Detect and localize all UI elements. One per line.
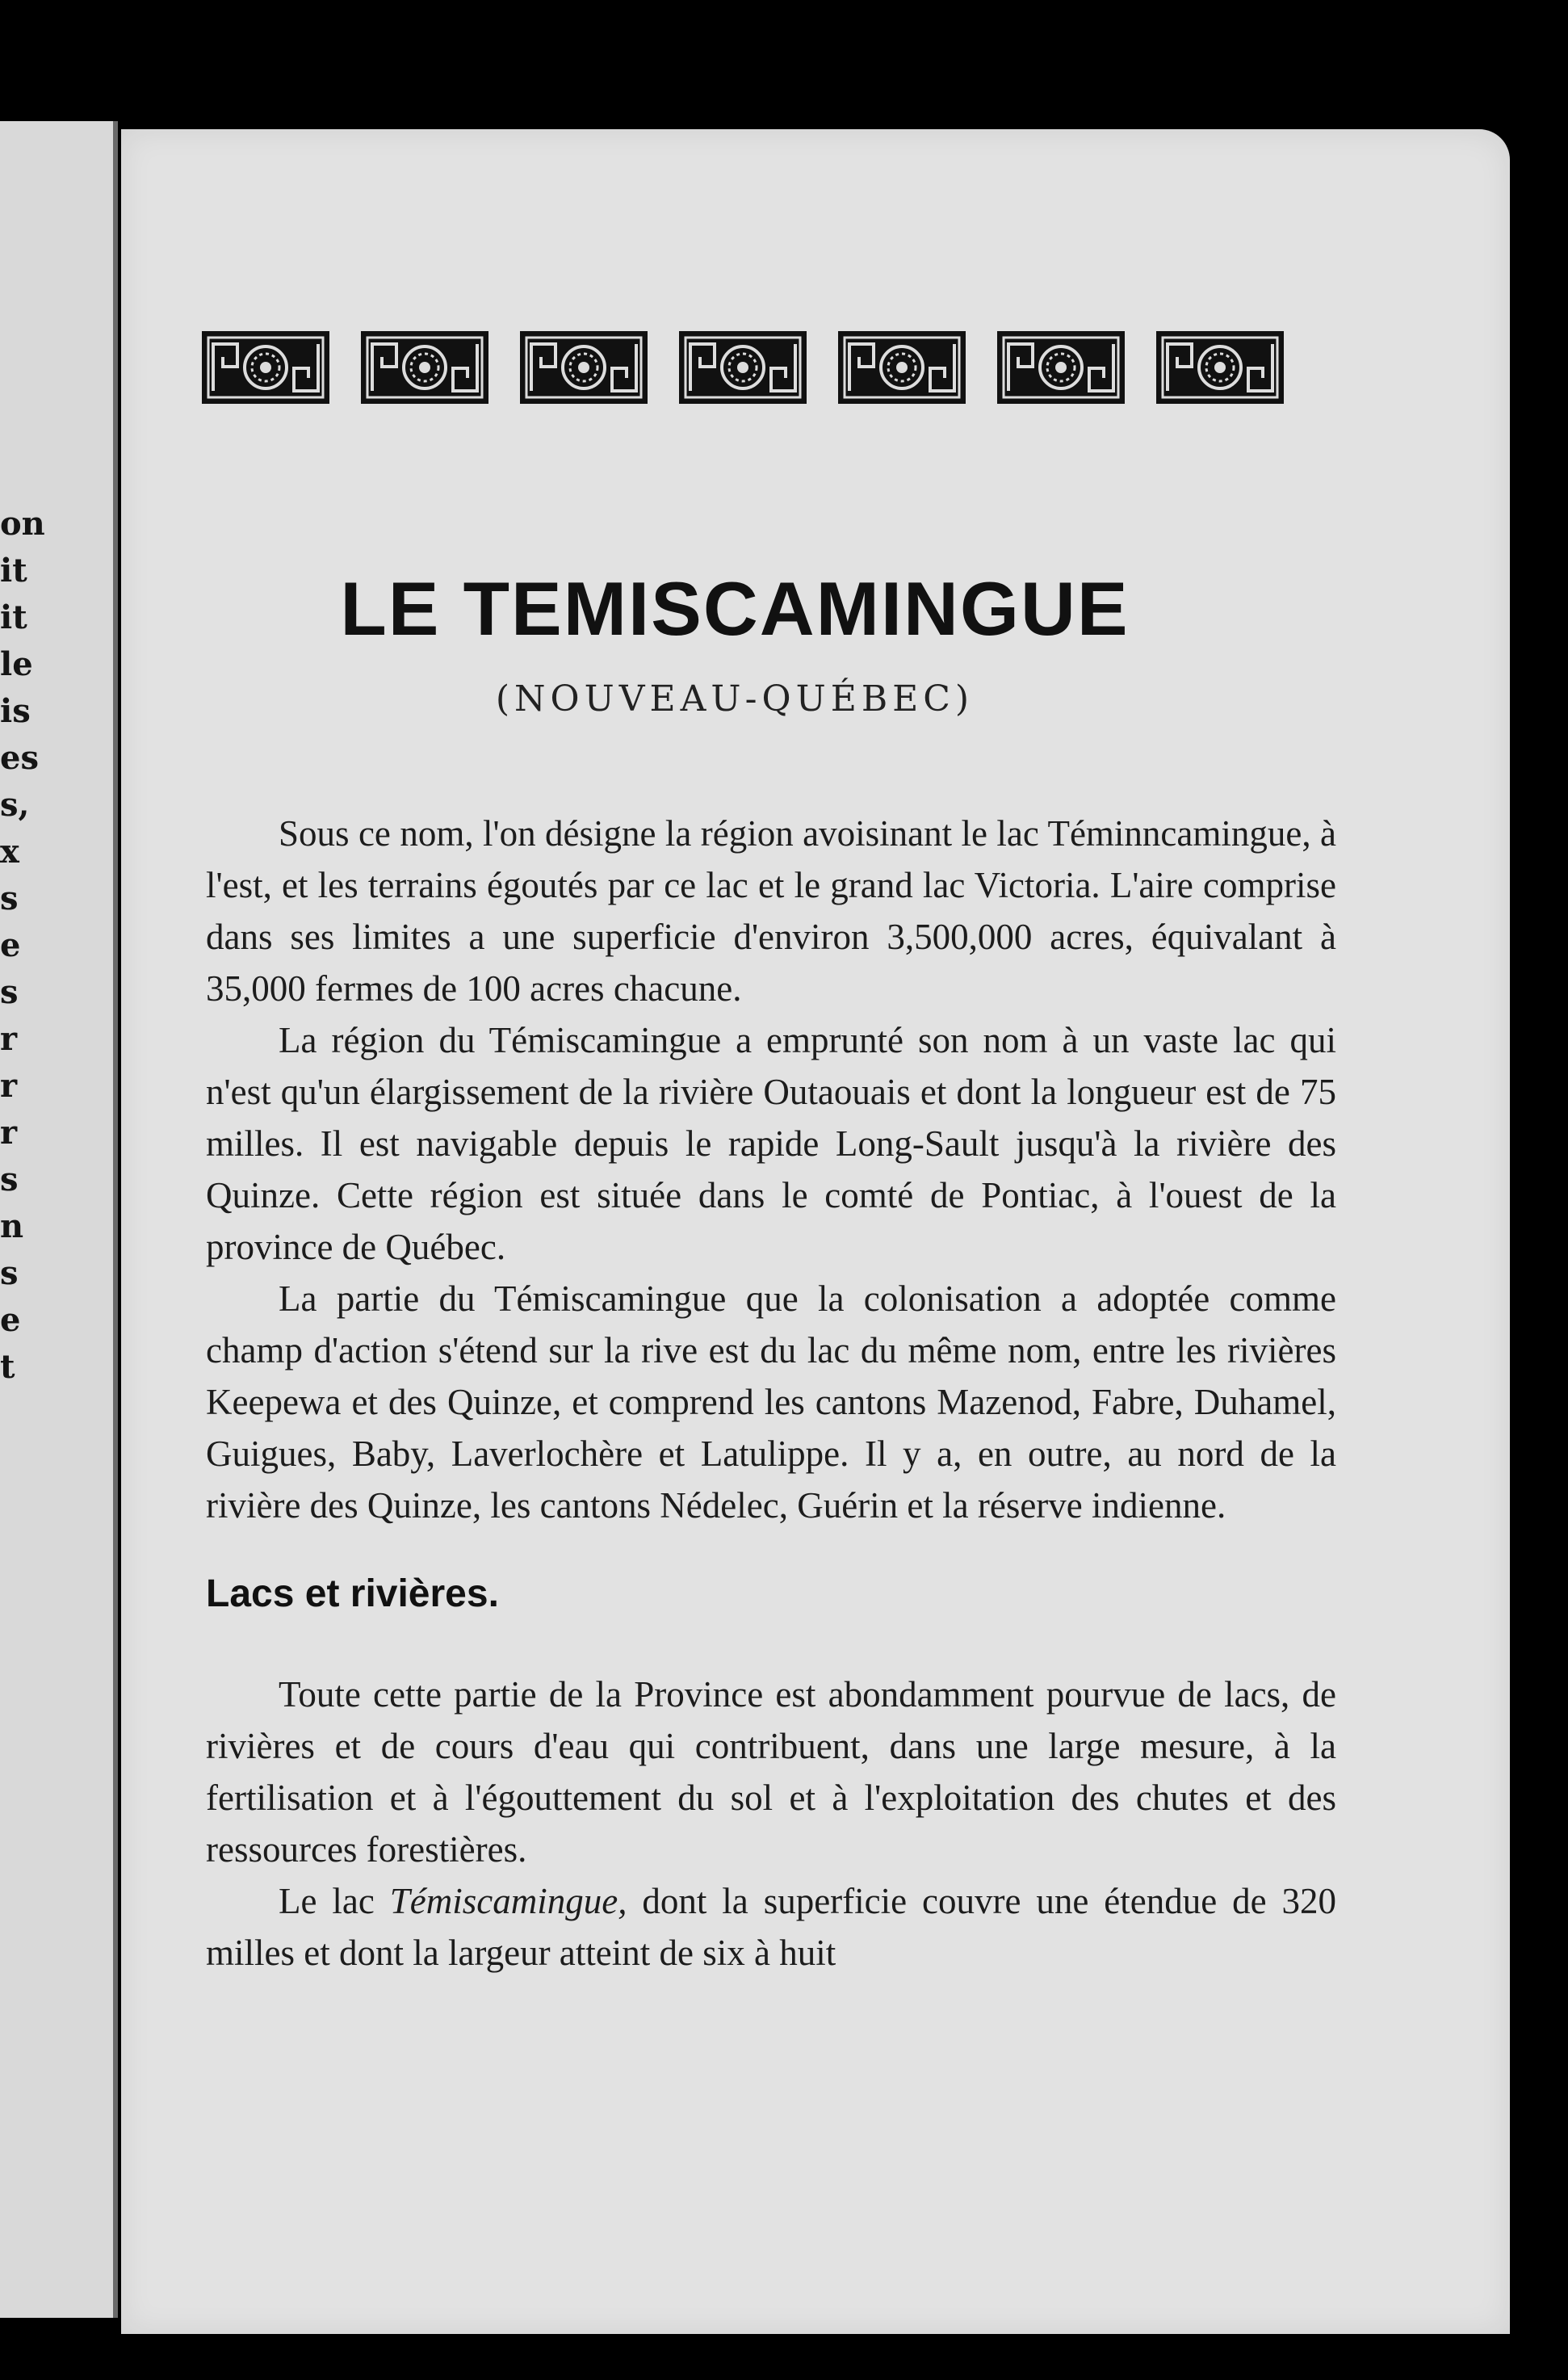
ornament-border xyxy=(202,331,1284,404)
previous-page-fragment: r xyxy=(0,1067,18,1105)
lake-name-italic: Témiscamingue, xyxy=(389,1881,627,1921)
page-subtitle: (NOUVEAU-QUÉBEC) xyxy=(495,678,975,720)
previous-page-fragment: es xyxy=(0,739,39,777)
previous-page-fragment: x xyxy=(0,833,19,871)
ornament-tile xyxy=(520,331,648,404)
ornament-tile xyxy=(361,331,488,404)
previous-page-fragment: r xyxy=(0,1114,18,1152)
previous-page-fragment: e xyxy=(0,1301,21,1339)
section-heading: Lacs et rivières. xyxy=(206,1572,499,1615)
greek-key-medallion-icon xyxy=(364,334,485,401)
previous-page-fragment: it xyxy=(0,598,27,636)
paragraph-lakes-2-prefix: Le lac xyxy=(279,1881,390,1921)
previous-page-fragment: it xyxy=(0,552,27,590)
greek-key-medallion-icon xyxy=(841,334,962,401)
previous-page-fragment: on xyxy=(0,505,45,543)
book-page xyxy=(121,129,1510,2334)
previous-page-fragment: s, xyxy=(0,786,30,824)
previous-page-edge xyxy=(0,121,118,2318)
greek-key-medallion-icon xyxy=(1159,334,1281,401)
previous-page-fragment: s xyxy=(0,973,19,1011)
previous-page-fragment: s xyxy=(0,879,19,917)
ornament-tile xyxy=(1156,331,1284,404)
previous-page-fragment: le xyxy=(0,645,33,683)
greek-key-medallion-icon xyxy=(1000,334,1121,401)
previous-page-fragment: s xyxy=(0,1161,19,1198)
ornament-tile xyxy=(202,331,329,404)
ornament-tile xyxy=(838,331,966,404)
previous-page-text-fragments xyxy=(0,501,48,1391)
previous-page-fragment: n xyxy=(0,1207,24,1245)
paragraph-intro-2: La région du Témiscamingue a emprunté son nom à un vaste lac qui n'est qu'un élargissement de la rivière Outaouais et dont la longueur est de 75 milles. Il est navigable depuis le rapide Long-Sault jusqu'à la rivière des Quinze. Cette région est située dans le comté de Pontiac, à l'ouest de la province de Québec. xyxy=(206,1020,1336,1267)
previous-page-fragment: is xyxy=(0,692,31,730)
article-body xyxy=(206,808,1336,1979)
ornament-tile xyxy=(679,331,807,404)
paragraph-lakes-2-suffix: dont la superficie couvre une étendue de 320 milles et dont la largeur atteint de six à huit xyxy=(206,1881,1336,1973)
ornament-tile xyxy=(997,331,1125,404)
greek-key-medallion-icon xyxy=(682,334,803,401)
greek-key-medallion-icon xyxy=(523,334,644,401)
previous-page-fragment: t xyxy=(0,1348,15,1386)
page-title: LE TEMISCAMINGUE xyxy=(340,566,1130,651)
paragraph-lakes-1: Toute cette partie de la Province est abondamment pourvue de lacs, de rivières et de cours d'eau qui contribuent, dans une large mesure, à la fertilisation et à l'égouttement du sol et à l'exploitation des chutes et des ressources forestières. xyxy=(206,1674,1336,1870)
paragraph-intro-3: La partie du Témiscamingue que la colonisation a adoptée comme champ d'action s'étend sur la rive est du lac du même nom, entre les rivières Keepewa et des Quinze, et comprend les cantons Mazenod, Fabre, Duhamel, Guigues, Baby, Laverlochère et Latulippe. Il y a, en outre, au nord de la rivière des Quinze, les cantons Nédelec, Guérin et la réserve indienne. xyxy=(206,1278,1336,1526)
previous-page-fragment: e xyxy=(0,926,21,964)
previous-page-fragment: r xyxy=(0,1020,18,1058)
paragraph-intro-1: Sous ce nom, l'on désigne la région avoisinant le lac Téminncamingue, à l'est, et les terrains égoutés par ce lac et le grand lac Victoria. L'aire comprise dans ses limites a une superficie d'environ 3,500,000 acres, équivalant à 35,000 fermes de 100 acres chacune. xyxy=(206,813,1336,1009)
paragraph-lakes-2 xyxy=(206,1875,1336,1979)
previous-page-fragment: s xyxy=(0,1254,19,1292)
greek-key-medallion-icon xyxy=(205,334,326,401)
